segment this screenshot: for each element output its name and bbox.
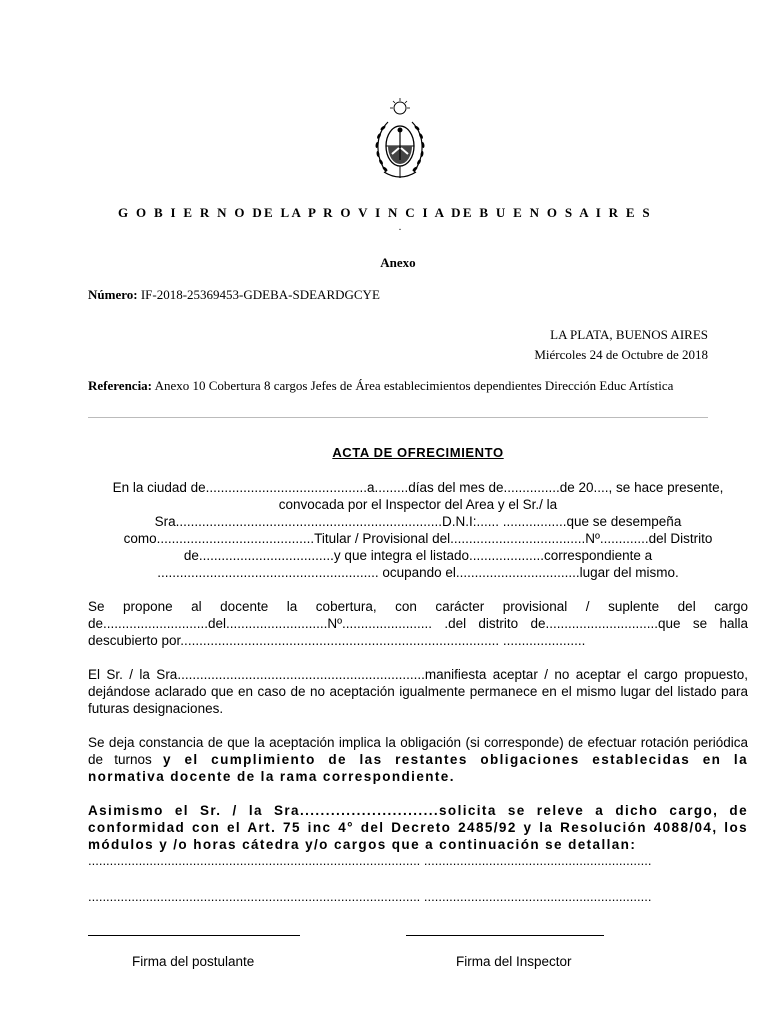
constancia-bold: y el cumplimiento de las restantes obligaciones establecidas en la normativa docente de la rama correspondiente. [88, 752, 748, 784]
place-date-block [534, 325, 708, 365]
acta-title: ACTA DE OFRECIMIENTO [332, 445, 504, 460]
intro-line: En la ciudad de...........................................a.........días del mes de...............de 20...., se hace presente, [112, 480, 724, 495]
signature-label-inspector: Firma del Inspector [456, 954, 572, 969]
intro-line: ........................................................... ocupando el.................................lugar del mismo. [157, 565, 679, 580]
document-type: Anexo [380, 255, 416, 270]
coat-of-arms-seal [368, 98, 432, 184]
numero-value: IF-2018-25369453-GDEBA-SDEARDGCYE [140, 287, 380, 302]
date: Miércoles 24 de Octubre de 2018 [534, 347, 708, 362]
referencia-label: Referencia: [88, 378, 153, 393]
asimismo-paragraph: Asimismo el Sr. / la Sra...........................solicita se releve a dicho cargo, de conformidad con el Art. 75 inc 4° del Decreto 2485/92 y la Resolución 4088/04, los módulos y /o horas cátedra y/o cargos que a continuación se detallan: [88, 803, 748, 852]
signature-line-postulante [88, 935, 300, 936]
propone-paragraph: Se propone al docente la cobertura, con carácter provisional / suplente del cargo de............................del...........................Nº........................ .del distrito de..............................que se halla descubierto por..................................................................................... ...................... [88, 599, 748, 648]
detail-line-2: ............................................................................................ ............................................................... [88, 889, 652, 904]
place: LA PLATA, BUENOS AIRES [550, 327, 708, 342]
intro-line: como..........................................Titular / Provisional del....................................Nº.............del Distrito [123, 531, 713, 546]
intro-line: Sra.......................................................................D.N.I:...... .................que se desempeña [154, 514, 682, 529]
intro-line: de....................................y que integra el listado....................correspondiente a [183, 548, 653, 563]
numero-line [88, 287, 380, 303]
intro-paragraph [80, 479, 756, 581]
government-title: G O B I E R N O DE LA P R O V I N C I A DE B U E N O S A I R E S [118, 205, 652, 220]
signature-line-inspector [406, 935, 604, 936]
header-divider [88, 417, 708, 418]
referencia-block [88, 377, 708, 394]
signature-label-postulante: Firma del postulante [132, 954, 255, 969]
intro-line: convocada por el Inspector del Area y el Sr./ la [278, 497, 558, 512]
manifiesta-paragraph: El Sr. / la Sra..................................................................manifiesta aceptar / no aceptar el cargo propuesto, dejándose aclarado que en caso de no aceptación igualmente permanece en el mismo lugar del listado para futuras designaciones. [88, 667, 748, 716]
constancia-paragraph [88, 734, 748, 785]
numero-label: Número: [88, 287, 138, 302]
referencia-value: Anexo 10 Cobertura 8 cargos Jefes de Área establecimientos dependientes Dirección Educ Artística [154, 378, 674, 393]
title-dot: . [398, 222, 402, 233]
detail-line-1: ............................................................................................ ............................................................... [88, 853, 652, 868]
constancia-text: Se deja constancia de que la aceptación implica la obligación (si corresponde) de efectuar rotación periódica de turnos [88, 735, 748, 767]
